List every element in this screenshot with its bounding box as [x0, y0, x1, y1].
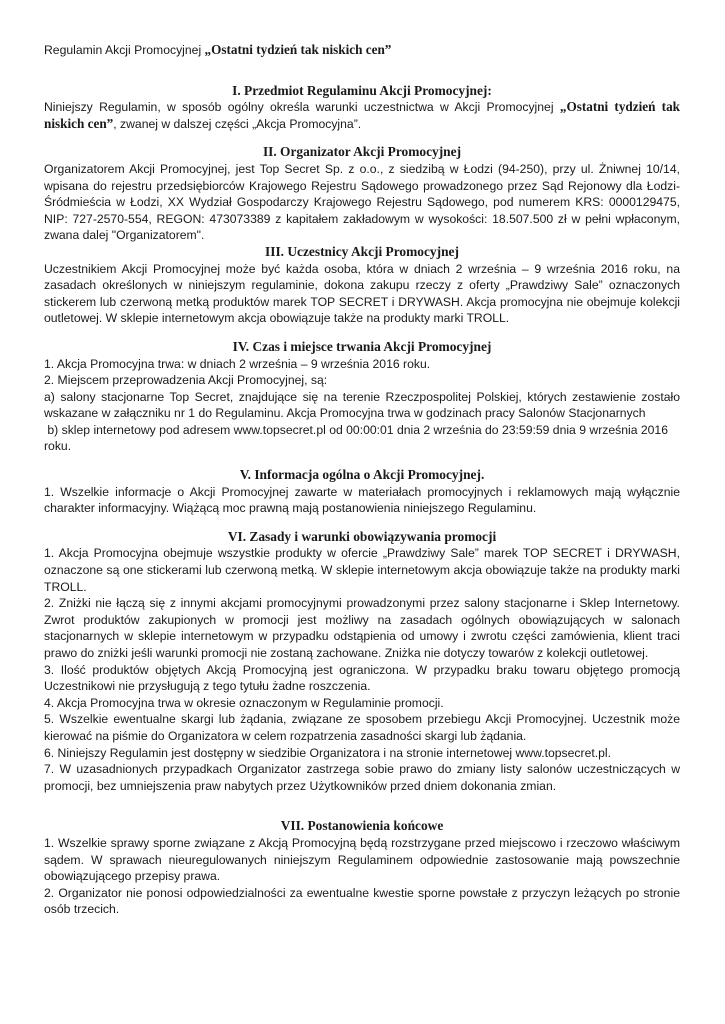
section-4-item: a) salony stacjonarne Top Secret, znajdujące się na terenie Rzeczpospolitej Polskiej, których zestawienie zostało wskazane w załączniku nr 1 do Regulaminu. Akcja Promocyjna trwa w godzinach pracy Salonów Stacjonarnych — [44, 389, 680, 421]
section-7-item: 2. Organizator nie ponosi odpowiedzialności za ewentualne kwestie sporne powstałe z przyczyn leżących po stronie osób trzecich. — [44, 885, 680, 917]
section-3-text: Uczestnikiem Akcji Promocyjnej może być każda osoba, która w dniach 2 września – 9 września 2016 roku, na zasadach określonych w niniejszym regulaminie, dokona zakupu rzeczy z oferty „Prawdziwy Sale” oznaczonych stickerem lub czerwoną metką produktów marek TOP SECRET i DRYWASH. Akcja promocyjna nie obejmuje kolekcji outletowej. W sklepie internetowym akcja obowiązuje także na produkty marki TROLL. — [44, 261, 680, 326]
section-2-text: Organizatorem Akcji Promocyjnej, jest Top Secret Sp. z o.o., z siedzibą w Łodzi (94-250), przy ul. Żniwnej 10/14, wpisana do rejestru przedsiębiorców Krajowego Rejestru Sądowego prowadzonego przez Sąd Rejonowy dla Łodzi-Śródmieścia w Łodzi, XX Wydział Gospodarczy Krajowego Rejestru Sądowego, pod numerem KRS: 0000129475, NIP: 727-2570-554, REGON: 473073389 z kapitałem zakładowym w wysokości: 18.507.500 zł w pełni wpłaconym, zwana dalej "Organizatorem". — [44, 161, 680, 243]
section-6-item: 6. Niniejszy Regulamin jest dostępny w siedzibie Organizatora i na stronie internetowej www.topsecret.pl. — [44, 745, 611, 760]
section-3-heading: III. Uczestnicy Akcji Promocyjnej — [265, 243, 459, 259]
section-5-text: 1. Wszelkie informacje o Akcji Promocyjnej zawarte w materiałach promocyjnych i reklamowych mają wyłącznie charakter informacyjny. Wiążącą moc prawną mają postanowienia niniejszego Regulaminu. — [44, 484, 680, 516]
section-6-item: 1. Akcja Promocyjna obejmuje wszystkie produkty w ofercie „Prawdziwy Sale” marek TOP SECRET i DRYWASH, oznaczone są one stickerami lub czerwoną metką. W sklepie internetowym akcja obowiązuje także na produkty marki TROLL. — [44, 546, 680, 594]
section-6-item: 5. Wszelkie ewentualne skargi lub żądania, związane ze sposobem przebiegu Akcji Promocyjnej. Uczestnik może kierować na piśmie do Organizatora w celem rozpatrzenia zasadności skargi lub żądania. — [44, 712, 680, 743]
document-title — [44, 42, 680, 59]
section-1-promo-name: „Ostatni tydzień tak niskich cen” — [44, 99, 680, 131]
section-6-item: 2. Zniżki nie łączą się z innymi akcjami promocyjnymi prowadzonymi przez salony stacjonarne i Sklep Internetowy. Zwrot produktów zakupionych w promocji jest możliwy na zasadach ogólnych obowiązujących w salonach stacjonarnych w sklepie internetowym w przypadku odstąpienia od umowy i zwrotu części zamówienia, klient traci prawo do zniżki jeśli warunki promocji nie zostaną zachowane. Zniżka nie dotyczy towarów z kolekcji outletowej. — [44, 596, 680, 660]
section-4-item: 2. Miejscem przeprowadzenia Akcji Promocyjnej, są: — [44, 373, 328, 388]
section-1-text-before: Niniejszy Regulamin, w sposób ogólny określa warunki uczestnictwa w Akcji Promocyjnej — [44, 100, 560, 115]
section-6-item: 4. Akcja Promocyjna trwa w okresie oznaczonym w Regulaminie promocji. — [44, 695, 444, 710]
section-4-heading: IV. Czas i miejsce trwania Akcji Promocyjnej — [232, 338, 492, 354]
section-6-item: 3. Ilość produktów objętych Akcją Promocyjną jest ograniczona. W przypadku braku towaru objętego promocją Uczestnikowi nie przysługują z tego tytułu żadne roszczenia. — [44, 662, 680, 694]
section-6-item: 7. W uzasadnionych przypadkach Organizator zastrzega sobie prawo do zmiany listy salonów uczestniczących w promocji, bez umniejszenia praw nabytych przez Użytkowników przed dniem dokonania zmian. — [44, 762, 680, 793]
section-5-heading: V. Informacja ogólna o Akcji Promocyjnej. — [239, 467, 485, 483]
section-4-item: 1. Akcja Promocyjna trwa: w dniach 2 września – 9 września 2016 roku. — [44, 356, 431, 371]
section-4-item: b) sklep internetowy pod adresem www.topsecret.pl od 00:00:01 dnia 2 września do 23:59:59 dnia 9 września 2016 roku. — [44, 422, 672, 454]
section-1-heading: I. Przedmiot Regulaminu Akcji Promocyjnej: — [232, 82, 492, 98]
section-7-item: 1. Wszelkie sprawy sporne związane z Akcją Promocyjną będą rozstrzygane przed miejscowo i rzeczowo właściwym sądem. W sprawach nieuregulowanych niniejszym Regulaminem odpowiednie zastosowanie mają powszechnie obowiązującego przepisy prawa. — [44, 835, 680, 884]
section-6-heading: VI. Zasady i warunki obowiązywania promocji — [227, 528, 497, 544]
document-title-name: „Ostatni tydzień tak niskich cen” — [204, 42, 392, 57]
section-2-heading: II. Organizator Akcji Promocyjnej — [262, 144, 462, 160]
section-1-text-after: , zwanej w dalszej części „Akcja Promocyjna”. — [113, 116, 362, 131]
document-title-prefix: Regulamin Akcji Promocyjnej — [44, 43, 205, 57]
section-7-heading: VII. Postanowienia końcowe — [280, 818, 444, 834]
section-1-text — [44, 99, 680, 132]
document-page — [44, 42, 680, 918]
